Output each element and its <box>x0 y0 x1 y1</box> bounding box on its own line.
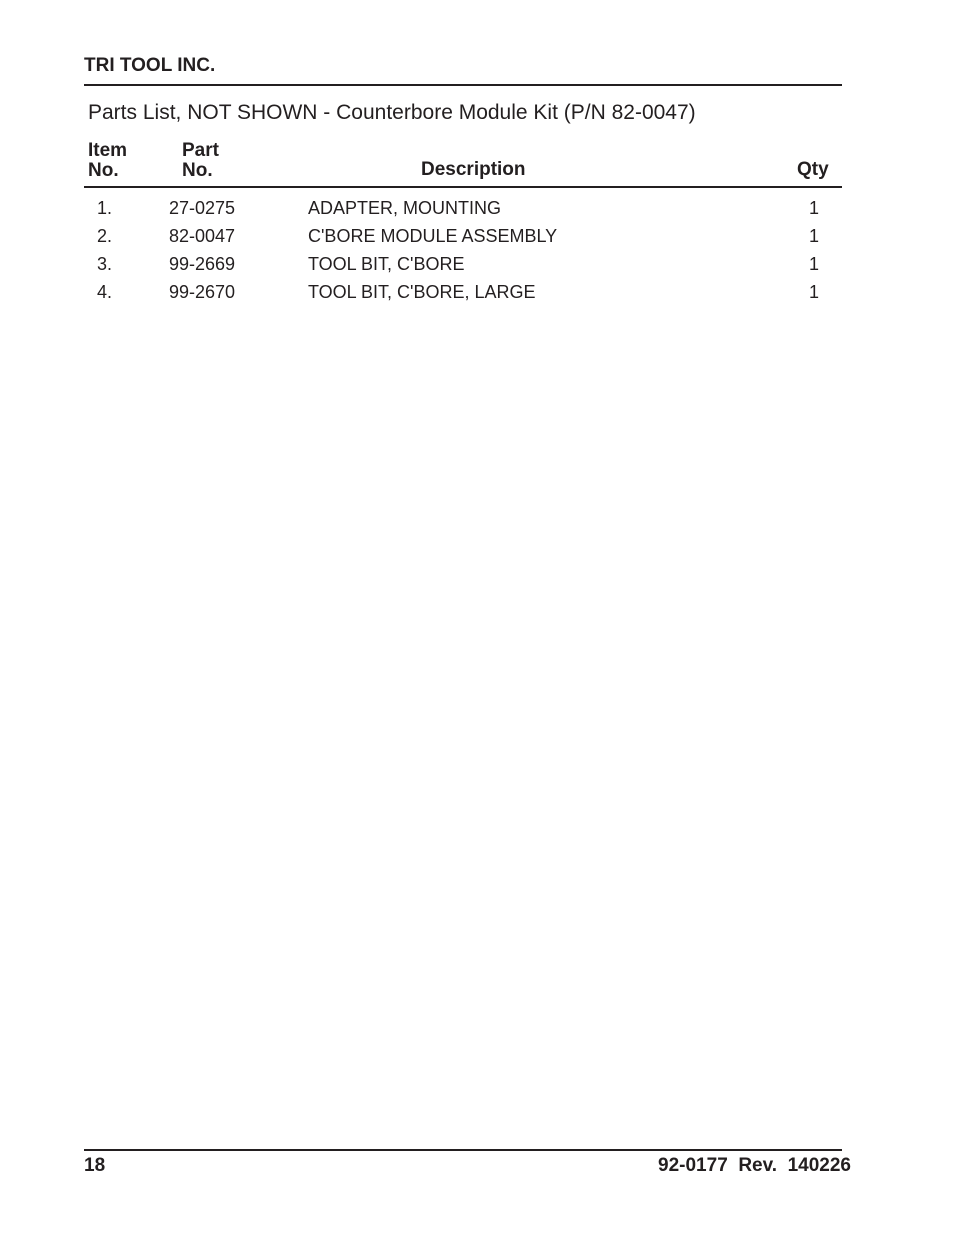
document-revision: 92-0177 Rev. 140226 <box>658 1155 851 1176</box>
description-cell: ADAPTER, MOUNTING <box>308 198 502 218</box>
column-header-part-line1: Part <box>182 140 219 161</box>
description-cell: TOOL BIT, C'BORE, LARGE <box>308 282 536 302</box>
part-no-cell: 99-2670 <box>169 282 236 302</box>
company-name: TRI TOOL INC. <box>84 55 216 76</box>
table-header-divider <box>84 186 842 188</box>
column-header-item-no <box>88 141 127 181</box>
part-no-cell: 99-2669 <box>169 254 236 274</box>
qty-cell: 1 <box>809 226 820 246</box>
page-number: 18 <box>84 1155 106 1176</box>
column-header-part-line2: No. <box>182 160 213 181</box>
table-row <box>0 281 954 309</box>
qty-cell: 1 <box>809 198 820 218</box>
part-no-cell: 82-0047 <box>169 226 236 246</box>
parts-list-title: Parts List, NOT SHOWN - Counterbore Module Kit (P/N 82-0047) <box>88 101 696 124</box>
item-no-cell: 1. <box>97 198 113 218</box>
description-cell: C'BORE MODULE ASSEMBLY <box>308 226 558 246</box>
table-row <box>0 197 954 225</box>
qty-cell: 1 <box>809 254 820 274</box>
column-header-item-line1: Item <box>88 140 128 161</box>
description-cell: TOOL BIT, C'BORE <box>308 254 465 274</box>
table-row <box>0 253 954 281</box>
item-no-cell: 2. <box>97 226 113 246</box>
part-no-cell: 27-0275 <box>169 198 236 218</box>
qty-cell: 1 <box>809 282 820 302</box>
item-no-cell: 4. <box>97 282 113 302</box>
column-header-part-no <box>182 141 219 181</box>
column-header-item-line2: No. <box>88 160 119 181</box>
footer-divider <box>84 1149 842 1151</box>
parts-table-body <box>0 197 954 309</box>
column-header-description: Description <box>421 159 526 180</box>
item-no-cell: 3. <box>97 254 113 274</box>
column-header-qty: Qty <box>797 159 829 180</box>
table-row <box>0 225 954 253</box>
header-divider <box>84 84 842 86</box>
